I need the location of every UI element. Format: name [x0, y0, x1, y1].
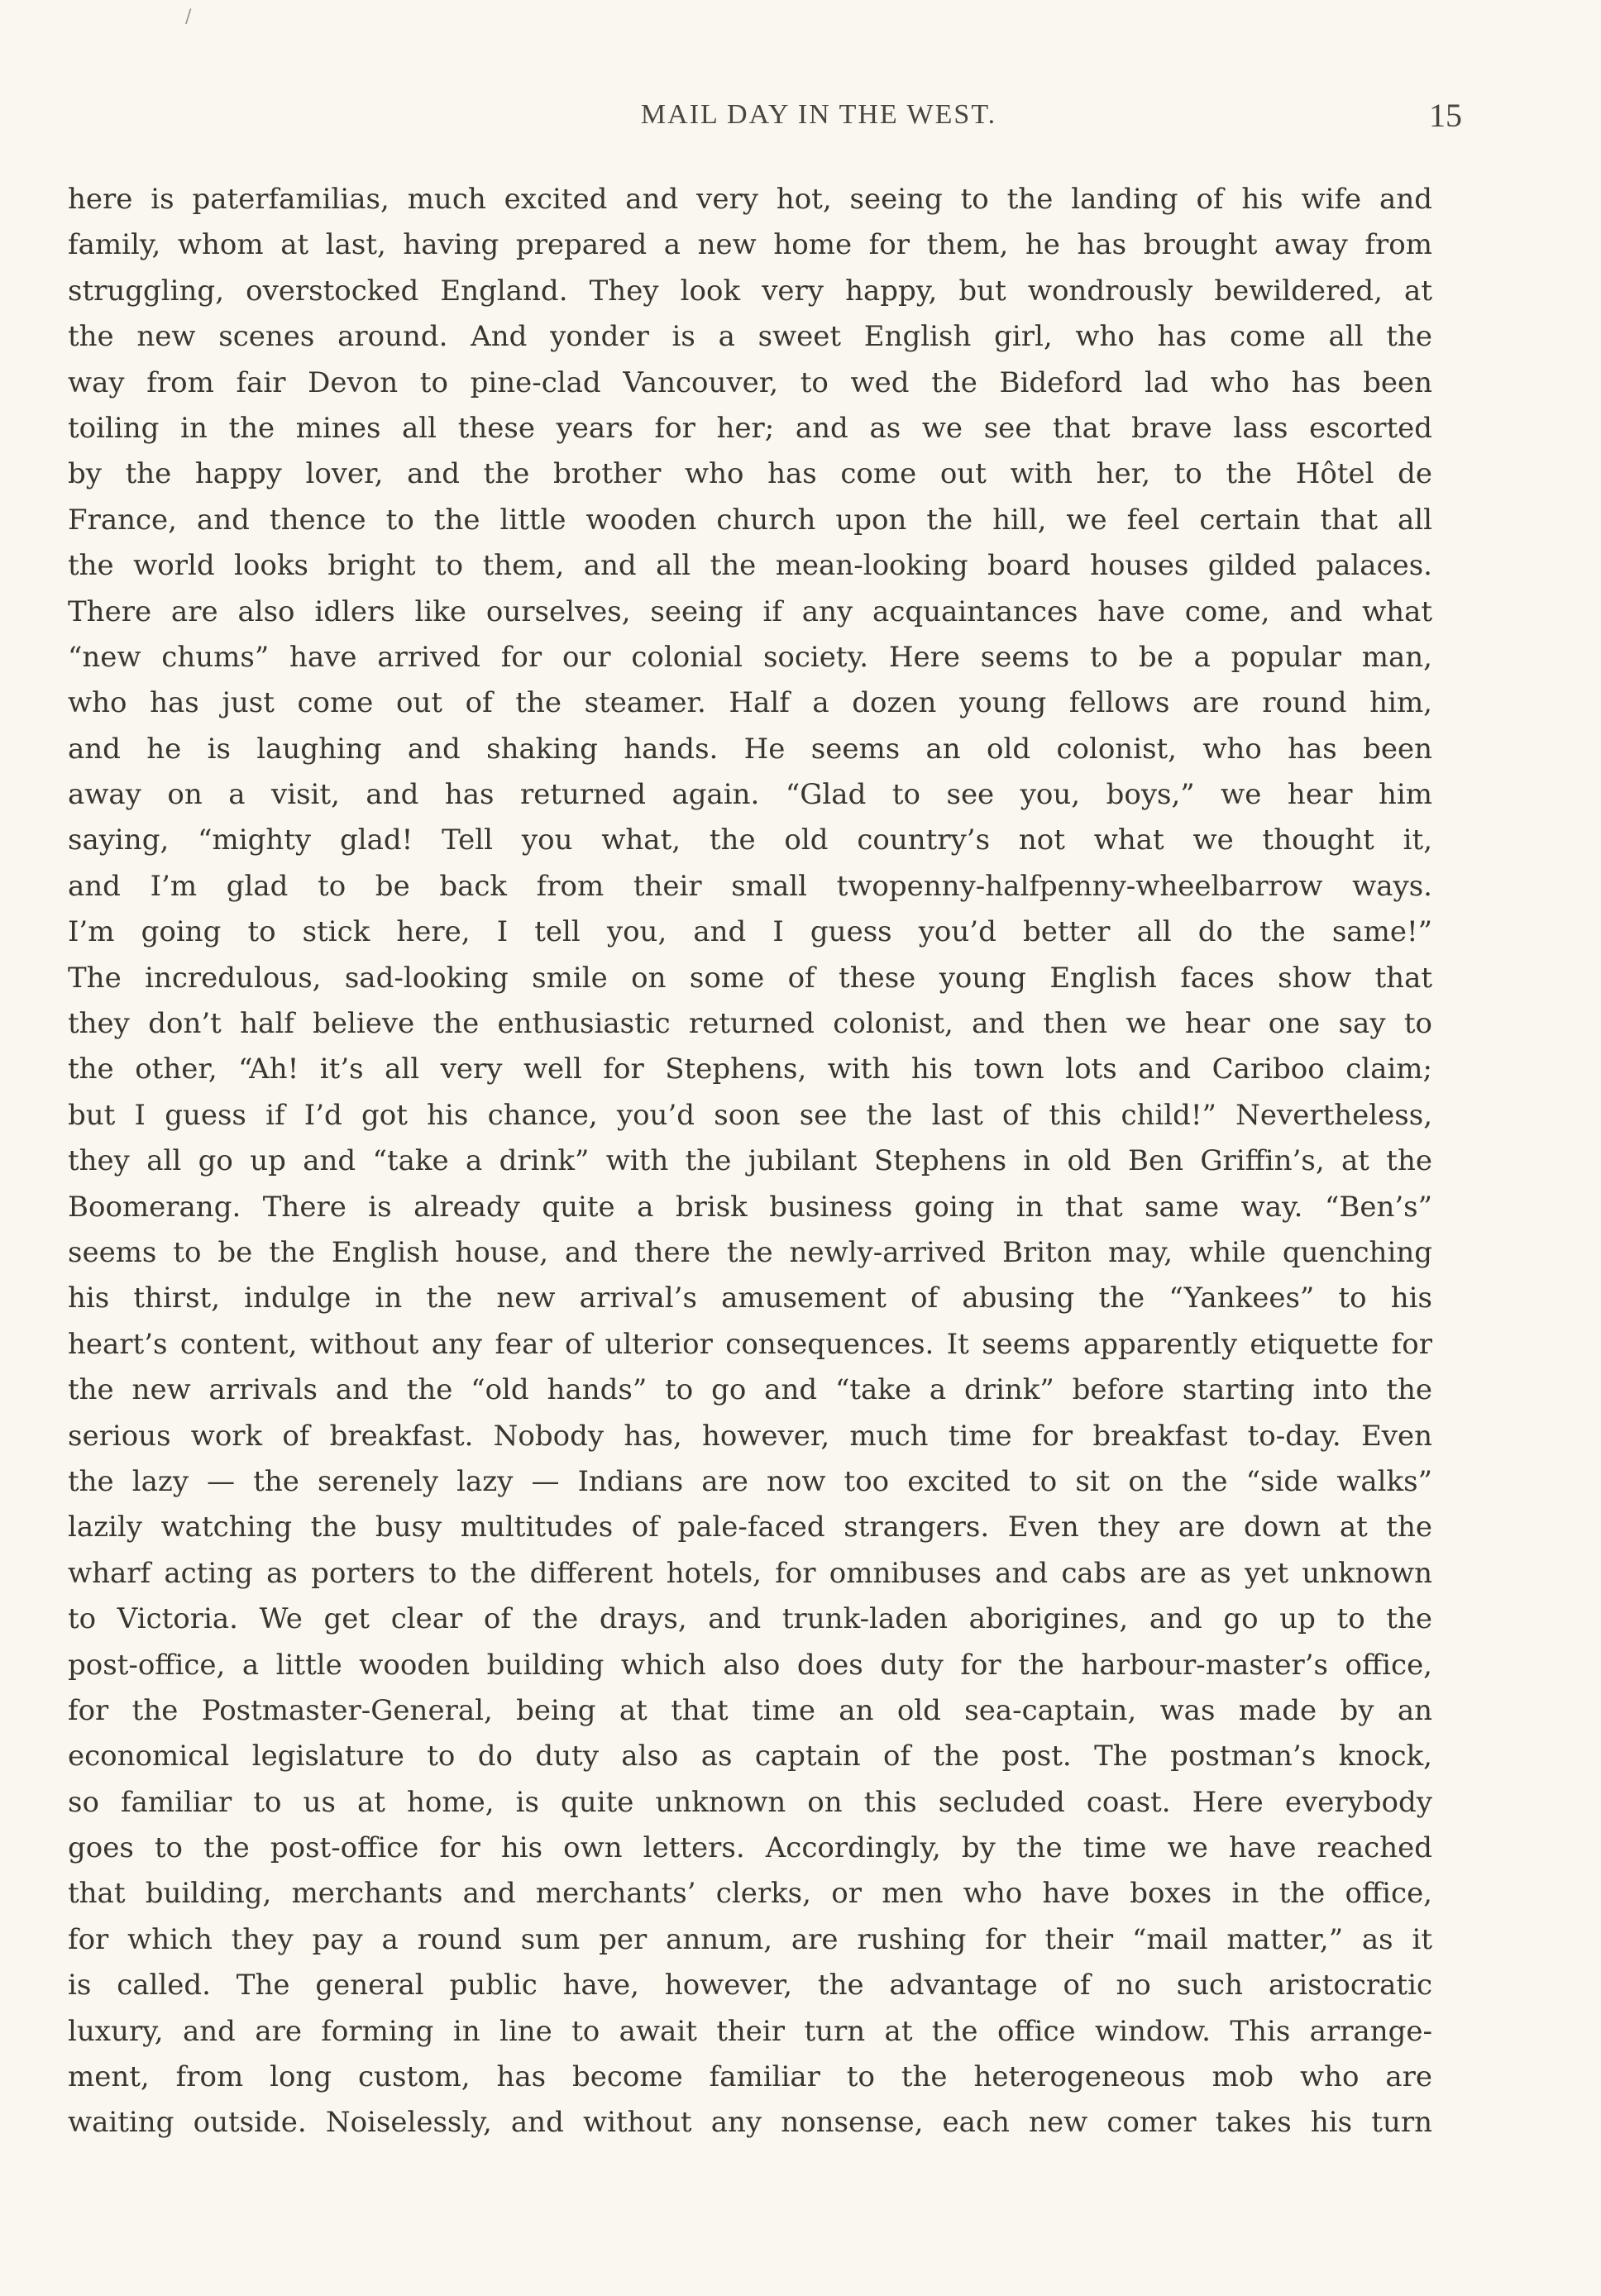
text-line: the new arrivals and the “old hands” to go and “take a drink” before starting into the — [68, 1373, 1432, 1407]
running-title: MAIL DAY IN THE WEST. — [640, 99, 997, 130]
text-line: serious work of breakfast. Nobody has, however, much time for breakfast to-day. Even — [68, 1419, 1432, 1453]
text-line: seems to be the English house, and there the newly-arrived Briton may, while quenching — [68, 1235, 1432, 1269]
text-line: they don’t half believe the enthusiastic returned colonist, and then we hear one say to — [68, 1007, 1432, 1041]
text-line: is called. The general public have, however, the advantage of no such aristocratic — [68, 1969, 1432, 2002]
text-line: who has just come out of the steamer. Half a dozen young fellows are round him, — [68, 686, 1432, 720]
text-line: The incredulous, sad-looking smile on some of these young English faces show that — [68, 961, 1432, 995]
text-line: so familiar to us at home, is quite unknown on this secluded coast. Here everybody — [68, 1785, 1432, 1819]
text-line: wharf acting as porters to the different hotels, for omnibuses and cabs are as yet unknown — [68, 1556, 1432, 1590]
text-line: the world looks bright to them, and all the mean-looking board houses gilded palaces. — [68, 549, 1432, 583]
text-line: away on a visit, and has returned again. “Glad to see you, boys,” we hear him — [68, 778, 1432, 812]
text-line: struggling, overstocked England. They look very happy, but wondrously bewildered, at — [68, 274, 1432, 308]
text-line: goes to the post-office for his own letters. Accordingly, by the time we have reached — [68, 1831, 1432, 1865]
text-line: but I guess if I’d got his chance, you’d soon see the last of this child!” Nevertheless, — [68, 1098, 1432, 1132]
text-line: France, and thence to the little wooden church upon the hill, we feel certain that all — [68, 503, 1432, 537]
text-line: the new scenes around. And yonder is a sweet English girl, who has come all the — [68, 320, 1432, 354]
text-line: to Victoria. We get clear of the drays, and trunk-laden aborigines, and go up to the — [68, 1602, 1432, 1636]
text-line: luxury, and are forming in line to await their turn at the office window. This arrange- — [68, 2014, 1432, 2048]
text-line: post-office, a little wooden building which also does duty for the harbour-master’s office, — [68, 1648, 1432, 1682]
text-line: his thirst, indulge in the new arrival’s amusement of abusing the “Yankees” to his — [68, 1282, 1432, 1315]
text-line: for the Postmaster-General, being at that time an old sea-captain, was made by an — [68, 1693, 1432, 1727]
text-line: that building, merchants and merchants’ clerks, or men who have boxes in the office, — [68, 1877, 1432, 1911]
text-line: way from fair Devon to pine-clad Vancouver, to wed the Bideford lad who has been — [68, 365, 1432, 399]
text-line: waiting outside. Noiselessly, and without any nonsense, each new comer takes his turn — [68, 2106, 1432, 2140]
text-line: economical legislature to do duty also as captain of the post. The postman’s knock, — [68, 1740, 1432, 1773]
text-line: There are also idlers like ourselves, seeing if any acquaintances have come, and what — [68, 594, 1432, 628]
text-line: the lazy — the serenely lazy — Indians are now too excited to sit on the “side walks” — [68, 1464, 1432, 1498]
text-line: heart’s content, without any fear of ulterior consequences. It seems apparently etiquette for — [68, 1327, 1432, 1361]
text-line: by the happy lover, and the brother who has come out with her, to the Hôtel de — [68, 457, 1432, 491]
body-text — [68, 177, 1432, 2146]
text-line: and he is laughing and shaking hands. He seems an old colonist, who has been — [68, 732, 1432, 766]
text-line: “new chums” have arrived for our colonial society. Here seems to be a popular man, — [68, 640, 1432, 674]
text-line: and I’m glad to be back from their small twopenny-halfpenny-wheelbarrow ways. — [68, 869, 1432, 903]
text-line: here is paterfamilias, much excited and very hot, seeing to the landing of his wife and — [68, 183, 1432, 216]
text-line: the other, “Ah! it’s all very well for Stephens, with his town lots and Cariboo claim; — [68, 1053, 1432, 1086]
text-line: family, whom at last, having prepared a new home for them, he has brought away from — [68, 228, 1432, 262]
text-line: toiling in the mines all these years for her; and as we see that brave lass escorted — [68, 411, 1432, 445]
page-number: 15 — [1429, 97, 1462, 134]
text-line: ment, from long custom, has become familiar to the heterogeneous mob who are — [68, 2060, 1432, 2094]
text-line: I’m going to stick here, I tell you, and I guess you’d better all do the same!” — [68, 915, 1432, 949]
text-line: for which they pay a round sum per annum, are rushing for their “mail matter,” as it — [68, 1922, 1432, 1956]
running-head — [0, 99, 1601, 149]
corner-mark: / — [185, 7, 192, 27]
text-line: lazily watching the busy multitudes of pale-faced strangers. Even they are down at the — [68, 1511, 1432, 1544]
text-line: Boomerang. There is already quite a brisk business going in that same way. “Ben’s” — [68, 1190, 1432, 1224]
text-line: they all go up and “take a drink” with the jubilant Stephens in old Ben Griffin’s, at the — [68, 1144, 1432, 1178]
text-line: saying, “mighty glad! Tell you what, the old country’s not what we thought it, — [68, 823, 1432, 857]
